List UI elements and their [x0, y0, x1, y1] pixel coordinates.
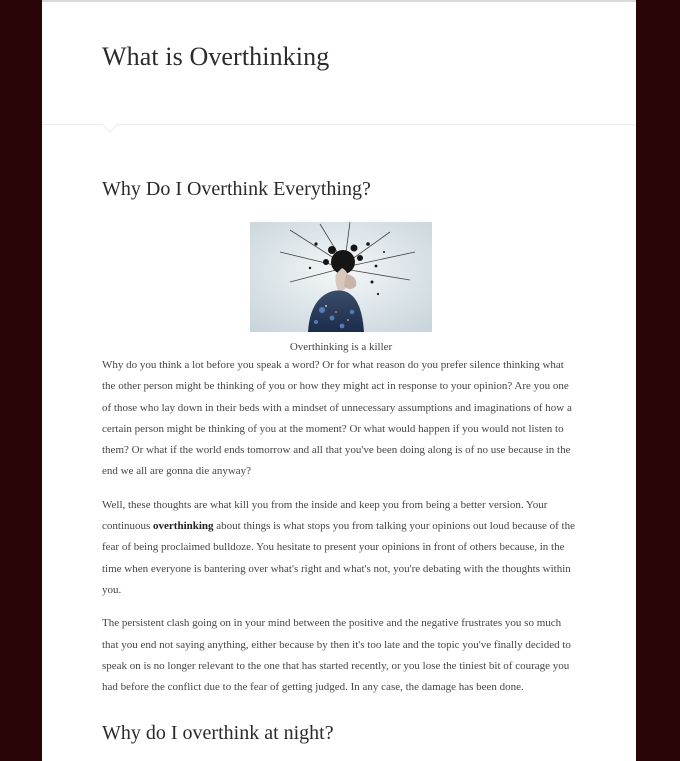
overthinking-image[interactable]: [250, 222, 432, 332]
site-header: [42, 2, 636, 125]
page-container: [42, 0, 636, 761]
article-heading-overthink-at-night: Why do I overthink at night?: [102, 722, 334, 745]
site-title[interactable]: What is Overthinking: [102, 42, 330, 71]
abstract-person-shattering-icon: [250, 222, 432, 332]
overthinking-bold-term: overthinking: [153, 520, 214, 533]
article-heading-overthink-everything: Why Do I Overthink Everything?: [102, 178, 371, 200]
paragraph-persistent-clash: The persistent clash going on in your mind between the positive and the negative frustrates you so much that you end not saying anything, either because by then it's too late and the topic you've finally decided to speak on is no longer relevant to the one that has started recently, or you lose the tiniest bit of courage you had before the conflict due to the fear of getting judged. In any case, the damage has been done.: [102, 617, 571, 694]
paragraph-2-text-end: about things is what stops you from talking your opinions out loud because of the fear of being proclaimed bulldoze. You hesitate to present your opinions in front of others because, in the time when everyone is bantering over what's right and what's not, you're debating with the thoughts within you.: [102, 520, 575, 596]
article-figure: [102, 222, 580, 355]
article-content: [102, 178, 580, 745]
paragraph-why-think: Why do you think a lot before you speak a word? Or for what reason do you prefer silence thinking what the other person might be thinking of you or how they might act in response to your opinion? Are you one of those who lay down in their beds with a mindset of unnecessary assumptions and imaginations of how a certain person might be thinking of you at the moment? Or what would happen if you would not listen to them? Or what if the world ends tomorrow and all that you've been doing along is of no use because in the end we all are gonna die anyway?: [102, 359, 572, 478]
paragraph-2-text-start: Well, these thoughts are what kill you from the inside and keep you from being a better version. Your continuous: [102, 498, 548, 533]
paragraph-thoughts-kill: [102, 495, 580, 601]
figure-caption: Overthinking is a killer: [289, 341, 393, 353]
